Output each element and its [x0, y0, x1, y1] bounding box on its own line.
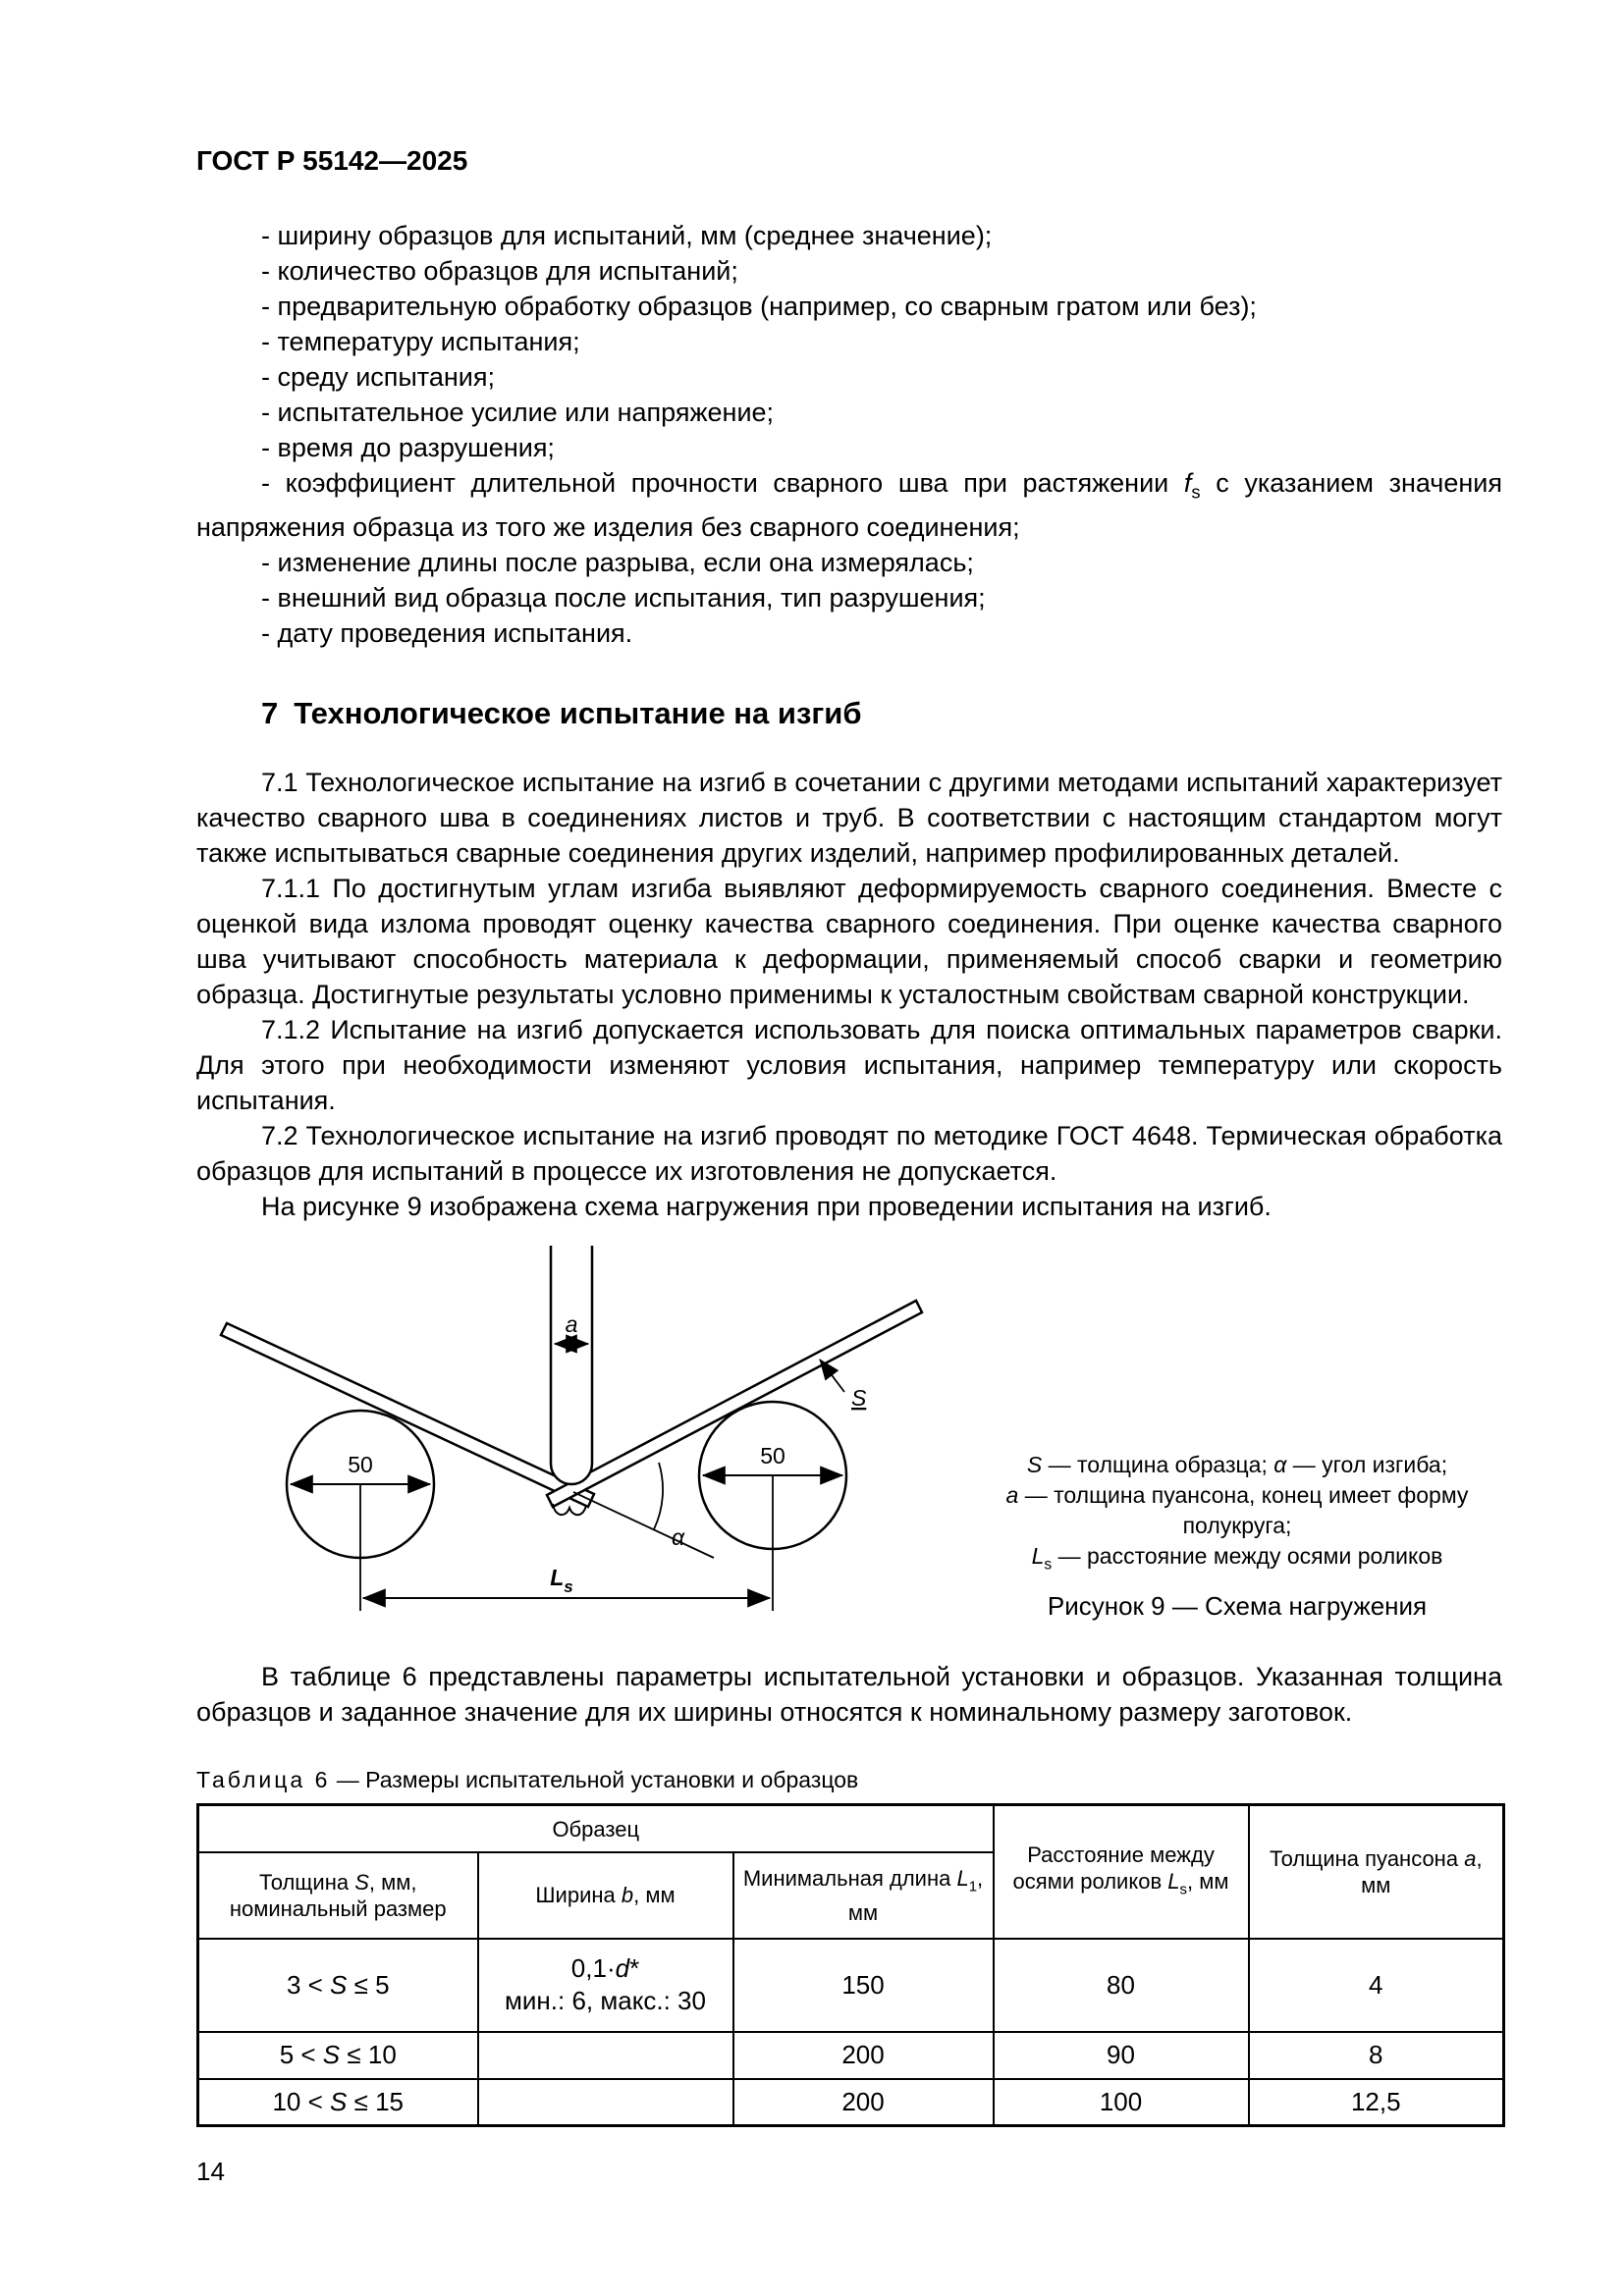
table-row [198, 2032, 1504, 2079]
symbol-S: S [330, 1969, 348, 2000]
symbol-a: a [1464, 1846, 1477, 1872]
paragraph-7-1: 7.1 Технологическое испытание на изгиб в сочетании с другими методами испытаний характеризует качество сварного шва в соединениях листов и труб. В соответствии с настоящим стандартом могут также испытываться сварные соединения других изделий, например профилированных деталей. [196, 768, 1502, 869]
cell-text: ≤ 10 [340, 2040, 397, 2070]
cell-punch-thickness: 8 [1249, 2032, 1504, 2079]
dimension-roller-left [291, 1452, 430, 1484]
cell-text: ≤ 5 [347, 1969, 390, 2000]
symbol-L: L [1167, 1868, 1180, 1894]
symbol-L1-subscript: 1 [968, 1878, 978, 1896]
list-item: - испытательное усилие или напряжение; [261, 398, 775, 427]
cell-thickness [198, 2079, 478, 2126]
paragraph-7-2: 7.2 Технологическое испытание на изгиб проводят по методике ГОСТ 4648. Термическая обработка образцов для испытаний в процессе их изготовления не допускается. [196, 1121, 1502, 1187]
symbol-L-subscript: s [1044, 1556, 1053, 1574]
section-heading [196, 696, 1502, 731]
figure-caption-line [972, 1480, 1502, 1541]
symbol-S: S [1026, 1451, 1043, 1477]
cell-text: 10 < [272, 2087, 331, 2117]
table-intro-paragraph: В таблице 6 представлены параметры испытательной установки и образцов. Указанная толщина образцов и заданное значение для их ширины относятся к номинальному размеру заготовок. [196, 1662, 1502, 1728]
header-text: Ширина [535, 1883, 622, 1908]
list-item: - среду испытания; [261, 362, 495, 392]
list-item: - время до разрушения; [261, 433, 555, 462]
figure-caption [972, 1450, 1502, 1634]
list-item: - температуру испытания; [261, 327, 580, 356]
page-number: 14 [196, 2157, 225, 2187]
list-item-fs-coefficient [196, 465, 1502, 545]
figure-caption-line [972, 1541, 1502, 1580]
cell-text: 3 < [286, 1969, 331, 2000]
cell-width-empty [478, 2032, 733, 2079]
cell-punch-thickness: 12,5 [1249, 2079, 1504, 2126]
list-item: - внешний вид образца после испытания, тип разрушения; [261, 583, 986, 614]
cell-min-length: 200 [733, 2079, 994, 2126]
header-text: , мм [633, 1883, 676, 1908]
list-item-text: - коэффициент длительной прочности сварного шва при растяжении [261, 468, 1184, 498]
symbol-a: a [1005, 1481, 1019, 1508]
roller-right-diameter-label: 50 [760, 1443, 785, 1469]
list-item: - ширину образцов для испытаний, мм (среднее значение); [261, 221, 993, 250]
col-header-punch-thickness [1249, 1805, 1504, 1939]
angle-label: α [672, 1524, 685, 1551]
cell-punch-thickness: 4 [1249, 1939, 1504, 2032]
figure-9 [196, 1246, 1502, 1633]
list-item: - изменение длины после разрыва, если она измерялась; [261, 548, 974, 578]
paragraph-figure-intro: На рисунке 9 изображена схема нагружения при проведении испытания на изгиб. [261, 1192, 1272, 1222]
symbol-L: L [1031, 1542, 1045, 1569]
col-header-width [478, 1852, 733, 1939]
list-item: - предварительную обработку образцов (например, со сварным гратом или без); [261, 292, 1257, 321]
symbol-d: d [615, 1953, 630, 1984]
cell-text: 5 < [279, 2040, 323, 2070]
paragraph-7-1-2: 7.1.2 Испытание на изгиб допускается использовать для поиска оптимальных параметров сварки. Для этого при необходимости изменяют условия испытания, например температуру или скорость испытания. [196, 1015, 1502, 1116]
col-header-specimen-group: Образец [198, 1805, 994, 1852]
header-text: Минимальная длина [742, 1865, 957, 1891]
symbol-L: L [956, 1865, 969, 1891]
cell-width-empty [478, 2079, 733, 2126]
cell-text: * [629, 1953, 640, 1984]
thickness-label: S [851, 1385, 867, 1412]
symbol-S: S [322, 2040, 341, 2070]
symbol-S: S [354, 1869, 369, 1895]
span-label: $L_s$ [550, 1565, 573, 1597]
col-header-roller-distance [994, 1805, 1249, 1939]
caption-text: — угол изгиба; [1286, 1451, 1448, 1477]
section-title: Технологическое испытание на изгиб [294, 696, 862, 731]
roller-left-diameter-label: 50 [348, 1452, 373, 1478]
list-item: - количество образцов для испытаний; [261, 256, 738, 286]
cell-width [478, 1939, 733, 2032]
cell-roller-distance: 80 [994, 1939, 1249, 2032]
table-6-caption [196, 1767, 1502, 1793]
header-text: , мм, номинальный размер [229, 1869, 447, 1921]
symbol-L-subscript: s [1179, 1881, 1187, 1898]
fs-subscript: s [1191, 481, 1201, 503]
table-header-row-1 [198, 1805, 1504, 1852]
figure-title: Рисунок 9 — Схема нагружения [1047, 1591, 1428, 1622]
table-caption-label: Таблица 6 [196, 1767, 331, 1793]
figure-caption-line [972, 1450, 1502, 1480]
doc-header: ГОСТ Р 55142—2025 [196, 145, 468, 176]
punch-width-label: a [565, 1311, 578, 1338]
header-text: Толщина [259, 1869, 355, 1895]
header-text: , мм [847, 1865, 984, 1926]
list-item-text: с указанием значения напряжения образца из того же изделия без сварного соединения; [196, 468, 1502, 543]
cell-roller-distance: 100 [994, 2079, 1249, 2126]
paragraph-7-1-1: 7.1.1 По достигнутым углам изгиба выявляют деформируемость сварного соединения. Вместе с оценкой вида излома проводят оценку качества сварного соединения. При оценке качества сварного шва учитывают способность материала к деформации, применяемый способ сварки и геометрию образца. Достигнутые результаты условно применимы к усталостным свойствам сварной конструкции. [196, 874, 1502, 1010]
cell-min-length: 200 [733, 2032, 994, 2079]
section-number: 7 [261, 696, 279, 731]
list-item: - дату проведения испытания. [261, 618, 633, 649]
caption-text: — толщина пуансона, конец имеет форму полукруга; [1018, 1481, 1469, 1538]
cell-roller-distance: 90 [994, 2032, 1249, 2079]
header-text: , мм [1361, 1846, 1483, 1898]
header-text: Толщина пуансона [1269, 1846, 1465, 1872]
header-text: Расстояние между осями роликов [1012, 1842, 1215, 1894]
col-header-min-length [733, 1852, 994, 1939]
cell-thickness [198, 2032, 478, 2079]
specimen-left-arm [221, 1323, 594, 1507]
requirements-list [196, 218, 1502, 651]
cell-text: ≤ 15 [347, 2087, 405, 2117]
caption-text: — расстояние между осями роликов [1052, 1542, 1443, 1569]
cell-min-length: 150 [733, 1939, 994, 2032]
caption-text: — толщина образца; [1042, 1451, 1274, 1477]
cell-width-note: мин.: 6, макс.: 30 [505, 1986, 706, 2016]
dimension-roller-right [703, 1443, 842, 1475]
symbol-b: b [621, 1883, 634, 1908]
table-row [198, 1939, 1504, 2032]
col-header-thickness [198, 1852, 478, 1939]
fs-symbol: f [1183, 468, 1192, 498]
cell-width-value [487, 1952, 725, 1985]
thickness-callout [820, 1360, 867, 1411]
symbol-alpha: α [1273, 1451, 1287, 1477]
punch [551, 1246, 592, 1484]
table-caption-title: — Размеры испытательной установки и образцов [330, 1767, 859, 1793]
bend-test-diagram [218, 1246, 925, 1633]
header-text: , мм [1186, 1868, 1229, 1894]
cell-thickness [198, 1939, 478, 2032]
table-row [198, 2079, 1504, 2126]
cell-text: 0,1· [570, 1953, 616, 1984]
symbol-S: S [330, 2087, 348, 2117]
parameters-table [196, 1803, 1505, 2127]
